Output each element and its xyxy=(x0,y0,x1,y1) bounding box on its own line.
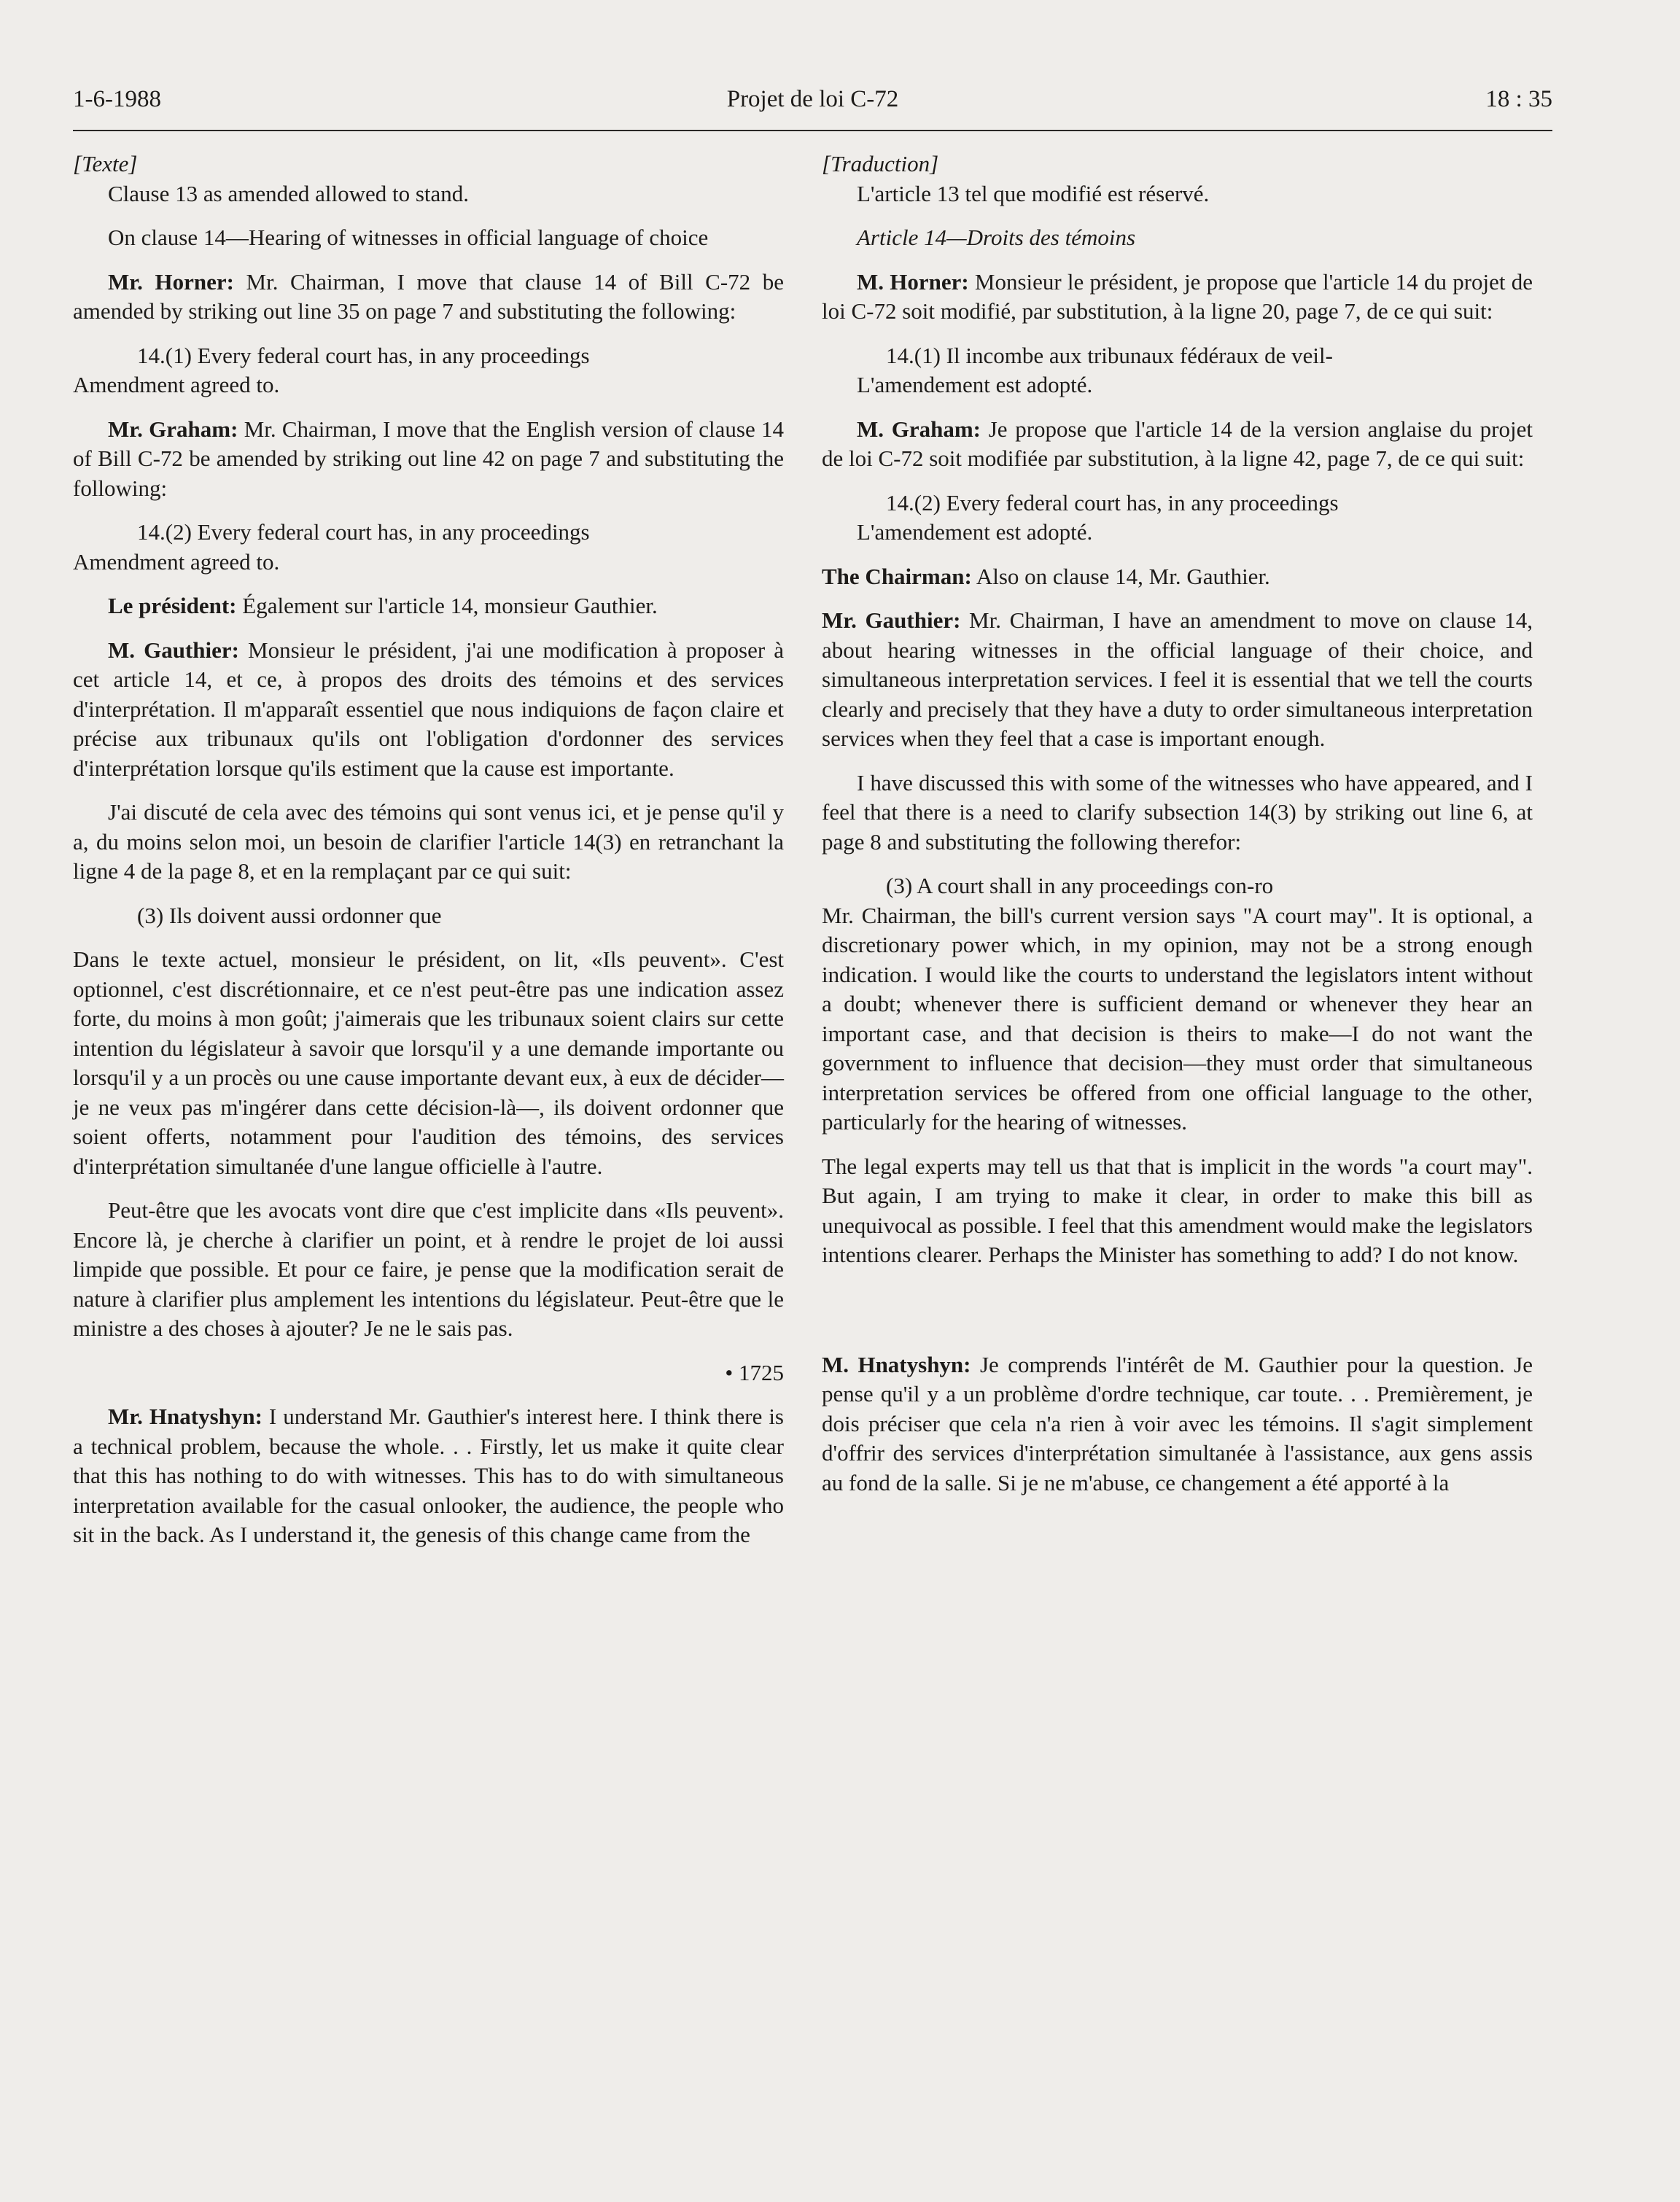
speech-hnatyshyn xyxy=(73,1402,784,1550)
paragraph: L'amendement est adopté. xyxy=(857,519,1093,545)
speech-graham xyxy=(73,415,784,504)
page-header xyxy=(73,86,1552,131)
speech-text: Mr. Chairman, I have an amendment to move on clause 14, about hearing witnesses in the official language of their choice, and simultaneous interpretation services. I feel it is essential that we tell the courts clearly and precisely that they have a duty to order simultaneous interpretation services when they feel that a case is important enough. xyxy=(822,607,1533,751)
speech-text: Also on clause 14, Mr. Gauthier. xyxy=(971,563,1270,589)
speaker-name: M. Hnatyshyn: xyxy=(822,1351,971,1377)
speaker-name: Mr. Gauthier: xyxy=(822,607,961,633)
time-stamp: • 1725 xyxy=(725,1359,784,1385)
speech-text: Mr. Chairman, I move that clause 14 of Bill C-72 be amended by striking out line 35 on page 7 and substituting the following: xyxy=(73,268,784,324)
speaker-name: The Chairman: xyxy=(822,563,972,589)
quoted-amendment: 14.(1) Il incombe aux tribunaux fédéraux de veil- xyxy=(886,342,1333,368)
section-label: [Texte] xyxy=(73,151,138,176)
paragraph: Amendment agreed to. xyxy=(73,372,280,397)
paragraph: Clause 13 as amended allowed to stand. xyxy=(108,180,470,206)
quoted-amendment: (3) Ils doivent aussi ordonner que xyxy=(137,902,442,928)
speech-hnatyshyn xyxy=(822,1350,1533,1498)
right-column xyxy=(822,149,1533,1512)
left-column xyxy=(73,149,784,1565)
paragraph: The legal experts may tell us that that is implicit in the words "a court may". But again, I am trying to make it clear, in order to make this bill as unequivocal as possible. I feel that this amendment would make the legislators intentions clearer. Perhaps the Minister has something to add? I do not know. xyxy=(822,1153,1533,1267)
speech-text: Également sur l'article 14, monsieur Gauthier. xyxy=(236,593,658,618)
speech-graham xyxy=(822,415,1533,474)
speech-gauthier xyxy=(822,606,1533,754)
speaker-name: M. Gauthier: xyxy=(108,637,239,663)
section-label: [Traduction] xyxy=(822,151,939,176)
paragraph: L'article 13 tel que modifié est réservé. xyxy=(857,180,1210,206)
paragraph: L'amendement est adopté. xyxy=(857,372,1093,397)
paragraph: Dans le texte actuel, monsieur le président, on lit, «Ils peuvent». C'est optionnel, c'est discrétionnaire, et ce n'est peut-être pas une indication assez forte, du moins à mon goût; j'aimerais que les tribunaux soient clairs sur cette intention du législateur à savoir que lorsqu'il y a une demande importante ou lorsqu'il y a un procès ou une cause importante devant eux, à eux de décider—je ne veux pas m'ingérer dans cette décision-là—, ils doivent ordonner que soient offerts, notamment pour l'audition des témoins, des services d'interprétation simultanée d'une langue officielle à l'autre. xyxy=(73,946,784,1179)
speaker-name: Mr. Hnatyshyn: xyxy=(108,1404,262,1429)
paragraph: I have discussed this with some of the witnesses who have appeared, and I feel that there is a need to clarify subsection 14(3) by striking out line 6, at page 8 and substituting the following therefor: xyxy=(822,769,1533,855)
speech-horner xyxy=(822,268,1533,327)
speech-horner xyxy=(73,268,784,327)
speaker-name: Mr. Horner: xyxy=(108,268,234,295)
speech-president xyxy=(73,591,784,621)
paragraph: Amendment agreed to. xyxy=(73,548,280,575)
quoted-amendment: 14.(1) Every federal court has, in any proceedings xyxy=(137,342,590,368)
speaker-name: Le président: xyxy=(108,593,237,618)
header-date: 1-6-1988 xyxy=(73,86,161,112)
speaker-name: M. Graham: xyxy=(857,416,981,442)
paragraph: Peut-être que les avocats vont dire que c'est implicite dans «Ils peuvent». Encore là, je cherche à clarifier un point, et à rendre le projet de loi aussi limpide que possible. Et pour ce faire, je pense que la modification serait de nature à clarifier plus amplement les intentions du législateur. Peut-être que le ministre a des choses à ajouter? Je ne le sais pas. xyxy=(73,1197,784,1341)
speaker-name: M. Horner: xyxy=(857,268,969,295)
speech-text: Monsieur le président, j'ai une modification à proposer à cet article 14, et ce, à propos des droits des témoins et des services d'interprétation. Il m'apparaît essentiel que nous indiquions de façon claire et précise aux tribunaux qu'ils ont l'obligation d'ordonner des services d'interprétation lorsque qu'ils estiment que la cause est importante. xyxy=(73,637,784,781)
paragraph: J'ai discuté de cela avec des témoins qui sont venus ici, et je pense qu'il y a, du moins selon moi, un besoin de clarifier l'article 14(3) en retranchant la ligne 4 de la page 8, et en la remplaçant par ce qui suit: xyxy=(73,799,784,884)
speech-text: Monsieur le président, je propose que l'article 14 du projet de loi C-72 soit modifié, par substitution, à la ligne 20, page 7, de ce qui suit: xyxy=(822,268,1533,324)
speech-gauthier xyxy=(73,636,784,784)
clause-heading: On clause 14—Hearing of witnesses in official language of choice xyxy=(108,225,709,250)
speech-chairman xyxy=(822,562,1533,592)
clause-heading: Article 14—Droits des témoins xyxy=(857,225,1136,250)
header-title: Projet de loi C-72 xyxy=(726,86,899,112)
speech-text: Je comprends l'intérêt de M. Gauthier pour la question. Je pense qu'il y a un problème d'ordre technique, car toute. . . Premièrement, je dois préciser que cela n'a rien à voir avec les témoins. Il s'agit simplement d'offrir des services d'interprétation simultanée à l'assistance, aux gens assis au fond de la salle. Si je ne m'abuse, ce changement a été apporté à la xyxy=(822,1351,1533,1495)
speaker-name: Mr. Graham: xyxy=(108,416,238,442)
header-page-number: 18 : 35 xyxy=(1485,86,1552,112)
speech-text: I understand Mr. Gauthier's interest here. I think there is a technical problem, because the whole. . . Firstly, let us make it quite clear that this has nothing to do with witnesses. This has to do with simultaneous interpretation available for the casual onlooker, the audience, the people who sit in the back. As I understand it, the genesis of this change came from the xyxy=(73,1404,784,1547)
quoted-amendment: (3) A court shall in any proceedings con-ro xyxy=(886,873,1274,898)
paragraph: Mr. Chairman, the bill's current version says "A court may". It is optional, a discretionary power which, in my opinion, may not be a strong enough indication. I would like the courts to understand the legislators intent without a doubt; whenever there is sufficient demand or whenever they hear an important case, and that decision is theirs to make—I do not want the government to influence that decision—they must order that simultaneous interpretation services be offered from one official language to the other, particularly for the hearing of witnesses. xyxy=(822,902,1533,1135)
quoted-amendment: 14.(2) Every federal court has, in any proceedings xyxy=(886,489,1339,516)
speech-text: Je propose que l'article 14 de la version anglaise du projet de loi C-72 soit modifiée par substitution, à la ligne 42, page 7, de ce qui suit: xyxy=(822,416,1533,471)
quoted-amendment: 14.(2) Every federal court has, in any proceedings xyxy=(137,519,590,545)
speech-text: Mr. Chairman, I move that the English version of clause 14 of Bill C-72 be amended by striking out line 42 on page 7 and substituting the following: xyxy=(73,416,784,501)
